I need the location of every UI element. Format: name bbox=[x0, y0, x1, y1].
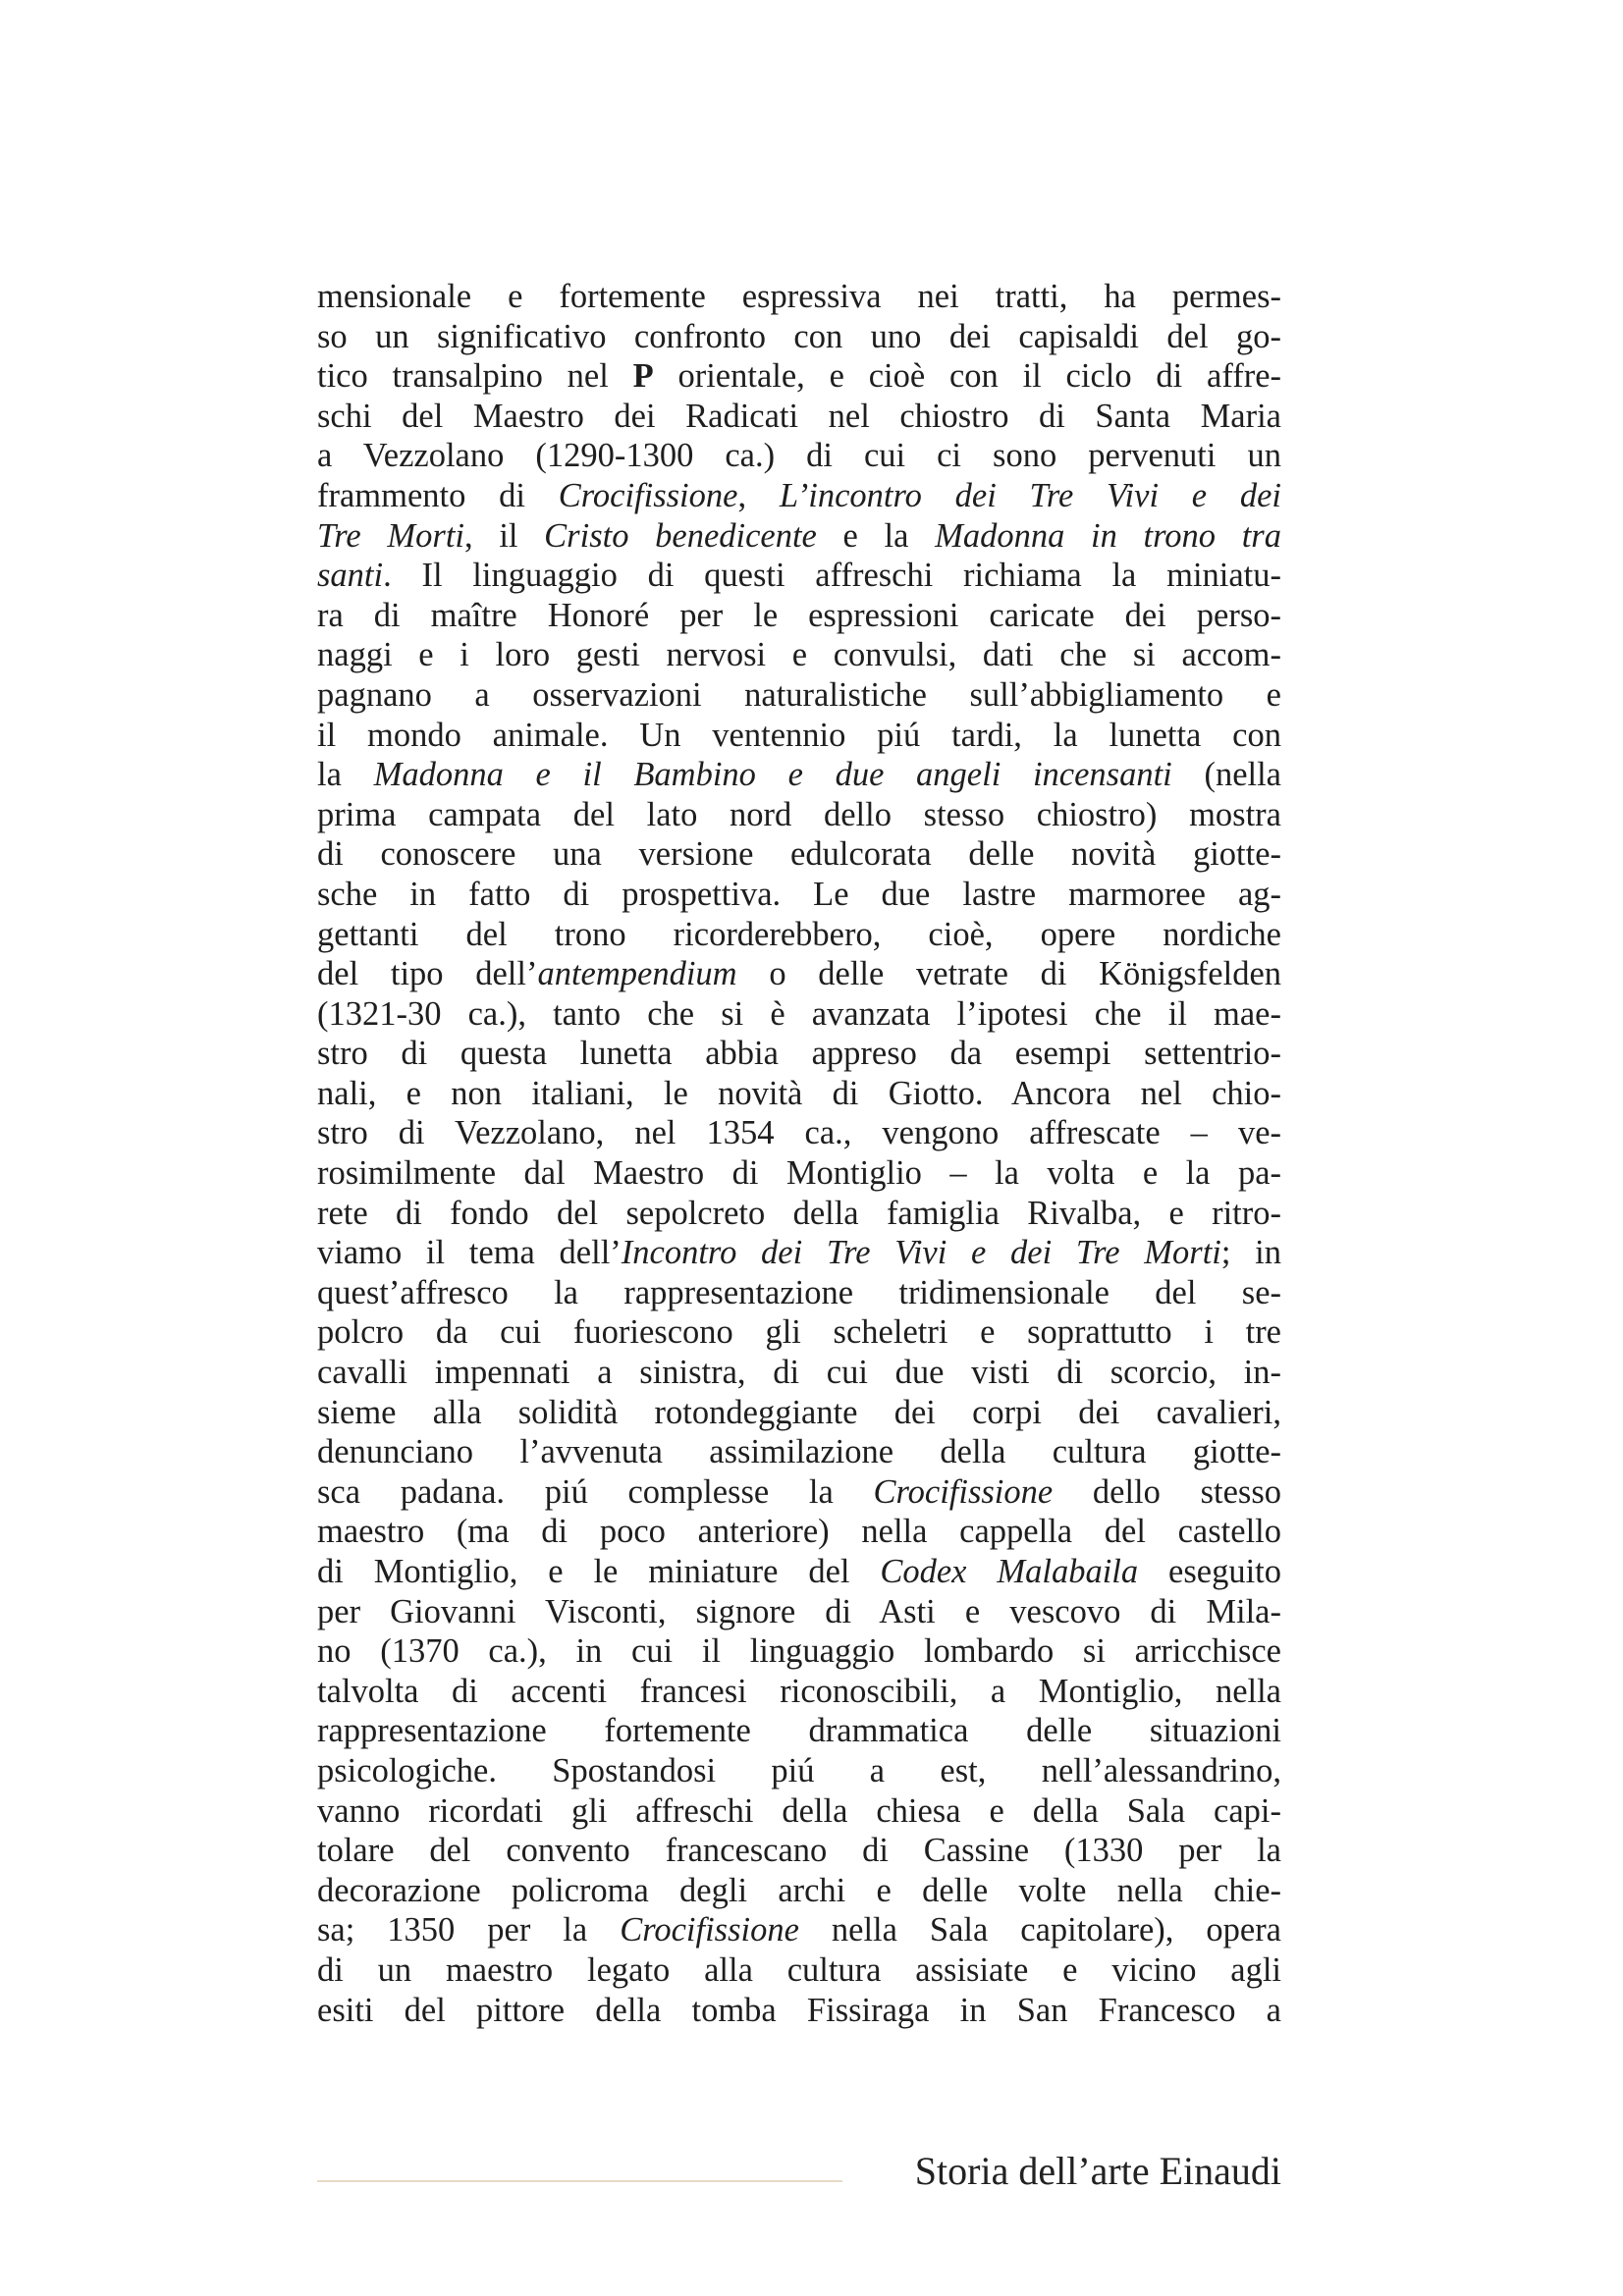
footer-rule bbox=[317, 2180, 842, 2182]
text-line bbox=[317, 1871, 1281, 1911]
italic-run: santi bbox=[317, 557, 384, 595]
text-run: schi del Maestro dei Radicati nel chiostro di Santa Maria bbox=[317, 397, 1281, 435]
text-run: maestro (ma di poco anteriore) nella cappella del castello bbox=[317, 1513, 1281, 1551]
body-text bbox=[317, 277, 1281, 2030]
italic-run: Codex Malabaila bbox=[880, 1553, 1139, 1590]
text-run: e la bbox=[816, 516, 936, 555]
text-line bbox=[317, 1791, 1281, 1832]
text-run: no (1370 ca.), in cui il linguaggio lombardo si arricchisce bbox=[317, 1632, 1281, 1671]
text-run: polcro da cui fuoriescono gli scheletri e soprattutto i tre bbox=[317, 1313, 1281, 1352]
text-line bbox=[317, 1831, 1281, 1871]
text-run: eseguito bbox=[1138, 1553, 1281, 1590]
text-run: sa; 1350 per la bbox=[317, 1911, 621, 1949]
text-run: a Vezzolano (1290-1300 ca.) di cui ci sono pervenuti un bbox=[317, 437, 1281, 475]
text-run: tolare del convento francescano di Cassine (1330 per la bbox=[317, 1832, 1281, 1870]
text-run: orientale, e cioè con il ciclo di affre- bbox=[653, 357, 1281, 396]
text-run: la bbox=[317, 756, 374, 794]
text-line bbox=[317, 476, 1281, 516]
text-run: psicologiche. Spostandosi piú a est, nell’alessandrino, bbox=[317, 1751, 1281, 1789]
text-run: rosimilmente dal Maestro di Montiglio – la volta e la pa- bbox=[317, 1154, 1281, 1193]
text-line bbox=[317, 834, 1281, 875]
text-line bbox=[317, 1233, 1281, 1273]
text-line bbox=[317, 516, 1281, 557]
text-run: talvolta di accenti francesi riconoscibili, a Montiglio, nella bbox=[317, 1672, 1281, 1710]
text-run: di un maestro legato alla cultura assisiate e vicino agli bbox=[317, 1950, 1281, 1989]
text-run: frammento di bbox=[317, 476, 559, 514]
text-line bbox=[317, 1991, 1281, 2031]
text-run: viamo il tema dell’ bbox=[317, 1234, 622, 1272]
text-line bbox=[317, 1432, 1281, 1472]
text-line bbox=[317, 915, 1281, 955]
text-line bbox=[317, 1312, 1281, 1353]
text-run: stro di Vezzolano, nel 1354 ca., vengono affrescate – ve- bbox=[317, 1114, 1281, 1152]
text-run: cavalli impennati a sinistra, di cui due visti di scorcio, in- bbox=[317, 1354, 1281, 1392]
text-run: di conoscere una versione edulcorata delle novità giotte- bbox=[317, 835, 1281, 874]
italic-run: Incontro dei Tre Vivi e dei Tre Morti bbox=[621, 1234, 1221, 1272]
text-run: sche in fatto di prospettiva. Le due lastre marmoree ag- bbox=[317, 875, 1281, 913]
text-run: mensionale e fortemente espressiva nei tratti, ha permes- bbox=[317, 278, 1281, 315]
text-line bbox=[317, 1592, 1281, 1632]
text-run: ra di maître Honoré per le espressioni caricate dei perso- bbox=[317, 596, 1281, 634]
text-line bbox=[317, 1034, 1281, 1074]
text-line bbox=[317, 436, 1281, 476]
italic-run: Madonna e il Bambino e due angeli incensanti bbox=[373, 756, 1172, 794]
text-line bbox=[317, 1393, 1281, 1433]
text-run: , il bbox=[464, 516, 545, 555]
text-run: (1321-30 ca.), tanto che si è avanzata l’ipotesi che il mae- bbox=[317, 994, 1281, 1033]
text-line bbox=[317, 875, 1281, 915]
text-run: del tipo dell’ bbox=[317, 955, 538, 993]
text-run: rappresentazione fortemente drammatica delle situazioni bbox=[317, 1712, 1281, 1750]
text-run: so un significativo confronto con uno dei capisaldi del go- bbox=[317, 317, 1281, 355]
text-line bbox=[317, 1273, 1281, 1313]
text-run: . Il linguaggio di questi affreschi richiama la miniatu- bbox=[383, 557, 1281, 595]
text-run: nali, e non italiani, le novità di Giotto. Ancora nel chio- bbox=[317, 1074, 1281, 1112]
text-run: sca padana. piú complesse la bbox=[317, 1472, 874, 1511]
text-line bbox=[317, 356, 1281, 397]
text-line bbox=[317, 1194, 1281, 1234]
text-line bbox=[317, 1631, 1281, 1672]
text-line bbox=[317, 277, 1281, 317]
text-run: prima campata del lato nord dello stesso chiostro) mostra bbox=[317, 795, 1281, 833]
text-line bbox=[317, 1472, 1281, 1513]
text-line bbox=[317, 635, 1281, 675]
italic-run: Crocifissione bbox=[620, 1911, 799, 1949]
text-run: , bbox=[737, 476, 780, 514]
text-line bbox=[317, 1950, 1281, 1991]
text-line bbox=[317, 397, 1281, 437]
text-line bbox=[317, 716, 1281, 756]
text-run: decorazione policroma degli archi e delle volte nella chie- bbox=[317, 1871, 1281, 1909]
footer-title: Storia dell’arte Einaudi bbox=[914, 2149, 1281, 2193]
text-run: denunciano l’avvenuta assimilazione della cultura giotte- bbox=[317, 1433, 1281, 1471]
text-run: il mondo animale. Un ventennio piú tardi, la lunetta con bbox=[317, 716, 1281, 754]
italic-run: L’incontro dei Tre Vivi e dei bbox=[779, 476, 1282, 514]
text-line bbox=[317, 596, 1281, 636]
text-line bbox=[317, 795, 1281, 835]
text-line bbox=[317, 1353, 1281, 1393]
text-run: esiti del pittore della tomba Fissiraga in San Francesco a bbox=[317, 1991, 1281, 2029]
text-run: (nella bbox=[1171, 756, 1281, 794]
text-run: ; in bbox=[1220, 1234, 1282, 1272]
page-footer bbox=[317, 2148, 1281, 2197]
text-run: dello stesso bbox=[1053, 1472, 1281, 1511]
text-line bbox=[317, 1751, 1281, 1791]
text-run: sieme alla solidità rotondeggiante dei corpi dei cavalieri, bbox=[317, 1393, 1281, 1431]
text-line bbox=[317, 317, 1281, 357]
text-line bbox=[317, 1711, 1281, 1751]
text-run: nella Sala capitolare), opera bbox=[798, 1911, 1281, 1949]
text-run: rete di fondo del sepolcreto della famiglia Rivalba, e ritro- bbox=[317, 1194, 1281, 1232]
text-line bbox=[317, 755, 1281, 795]
text-run: o delle vetrate di Königsfelden bbox=[736, 955, 1282, 993]
text-run: pagnano a osservazioni naturalistiche sull’abbigliamento e bbox=[317, 675, 1281, 714]
text-line bbox=[317, 1113, 1281, 1153]
italic-run: Crocifissione bbox=[558, 476, 738, 514]
text-line bbox=[317, 994, 1281, 1035]
text-line bbox=[317, 954, 1281, 994]
italic-run: Cristo benedicente bbox=[544, 516, 817, 555]
italic-run: antempendium bbox=[537, 955, 737, 993]
text-run: tico transalpino nel bbox=[317, 357, 633, 396]
text-line bbox=[317, 675, 1281, 716]
text-run: vanno ricordati gli affreschi della chiesa e della Sala capi- bbox=[317, 1791, 1281, 1830]
italic-run: Crocifissione bbox=[873, 1472, 1054, 1511]
text-line bbox=[317, 1552, 1281, 1592]
italic-run: Madonna in trono tra bbox=[935, 516, 1281, 555]
text-line bbox=[317, 1672, 1281, 1712]
text-line bbox=[317, 1910, 1281, 1950]
text-run: gettanti del trono ricorderebbero, cioè, opere nordiche bbox=[317, 915, 1281, 953]
text-run: per Giovanni Visconti, signore di Asti e vescovo di Mila- bbox=[317, 1592, 1281, 1630]
text-run: naggi e i loro gesti nervosi e convulsi, dati che si accom- bbox=[317, 636, 1281, 674]
text-line bbox=[317, 556, 1281, 596]
text-line bbox=[317, 1074, 1281, 1114]
bold-run: P bbox=[632, 357, 654, 396]
text-line bbox=[317, 1153, 1281, 1194]
text-line bbox=[317, 1512, 1281, 1552]
italic-run: Tre Morti bbox=[317, 516, 465, 555]
text-run: quest’affresco la rappresentazione tridimensionale del se- bbox=[317, 1273, 1281, 1311]
text-run: stro di questa lunetta abbia appreso da esempi settentrio- bbox=[317, 1035, 1281, 1073]
text-run: di Montiglio, e le miniature del bbox=[317, 1553, 881, 1590]
